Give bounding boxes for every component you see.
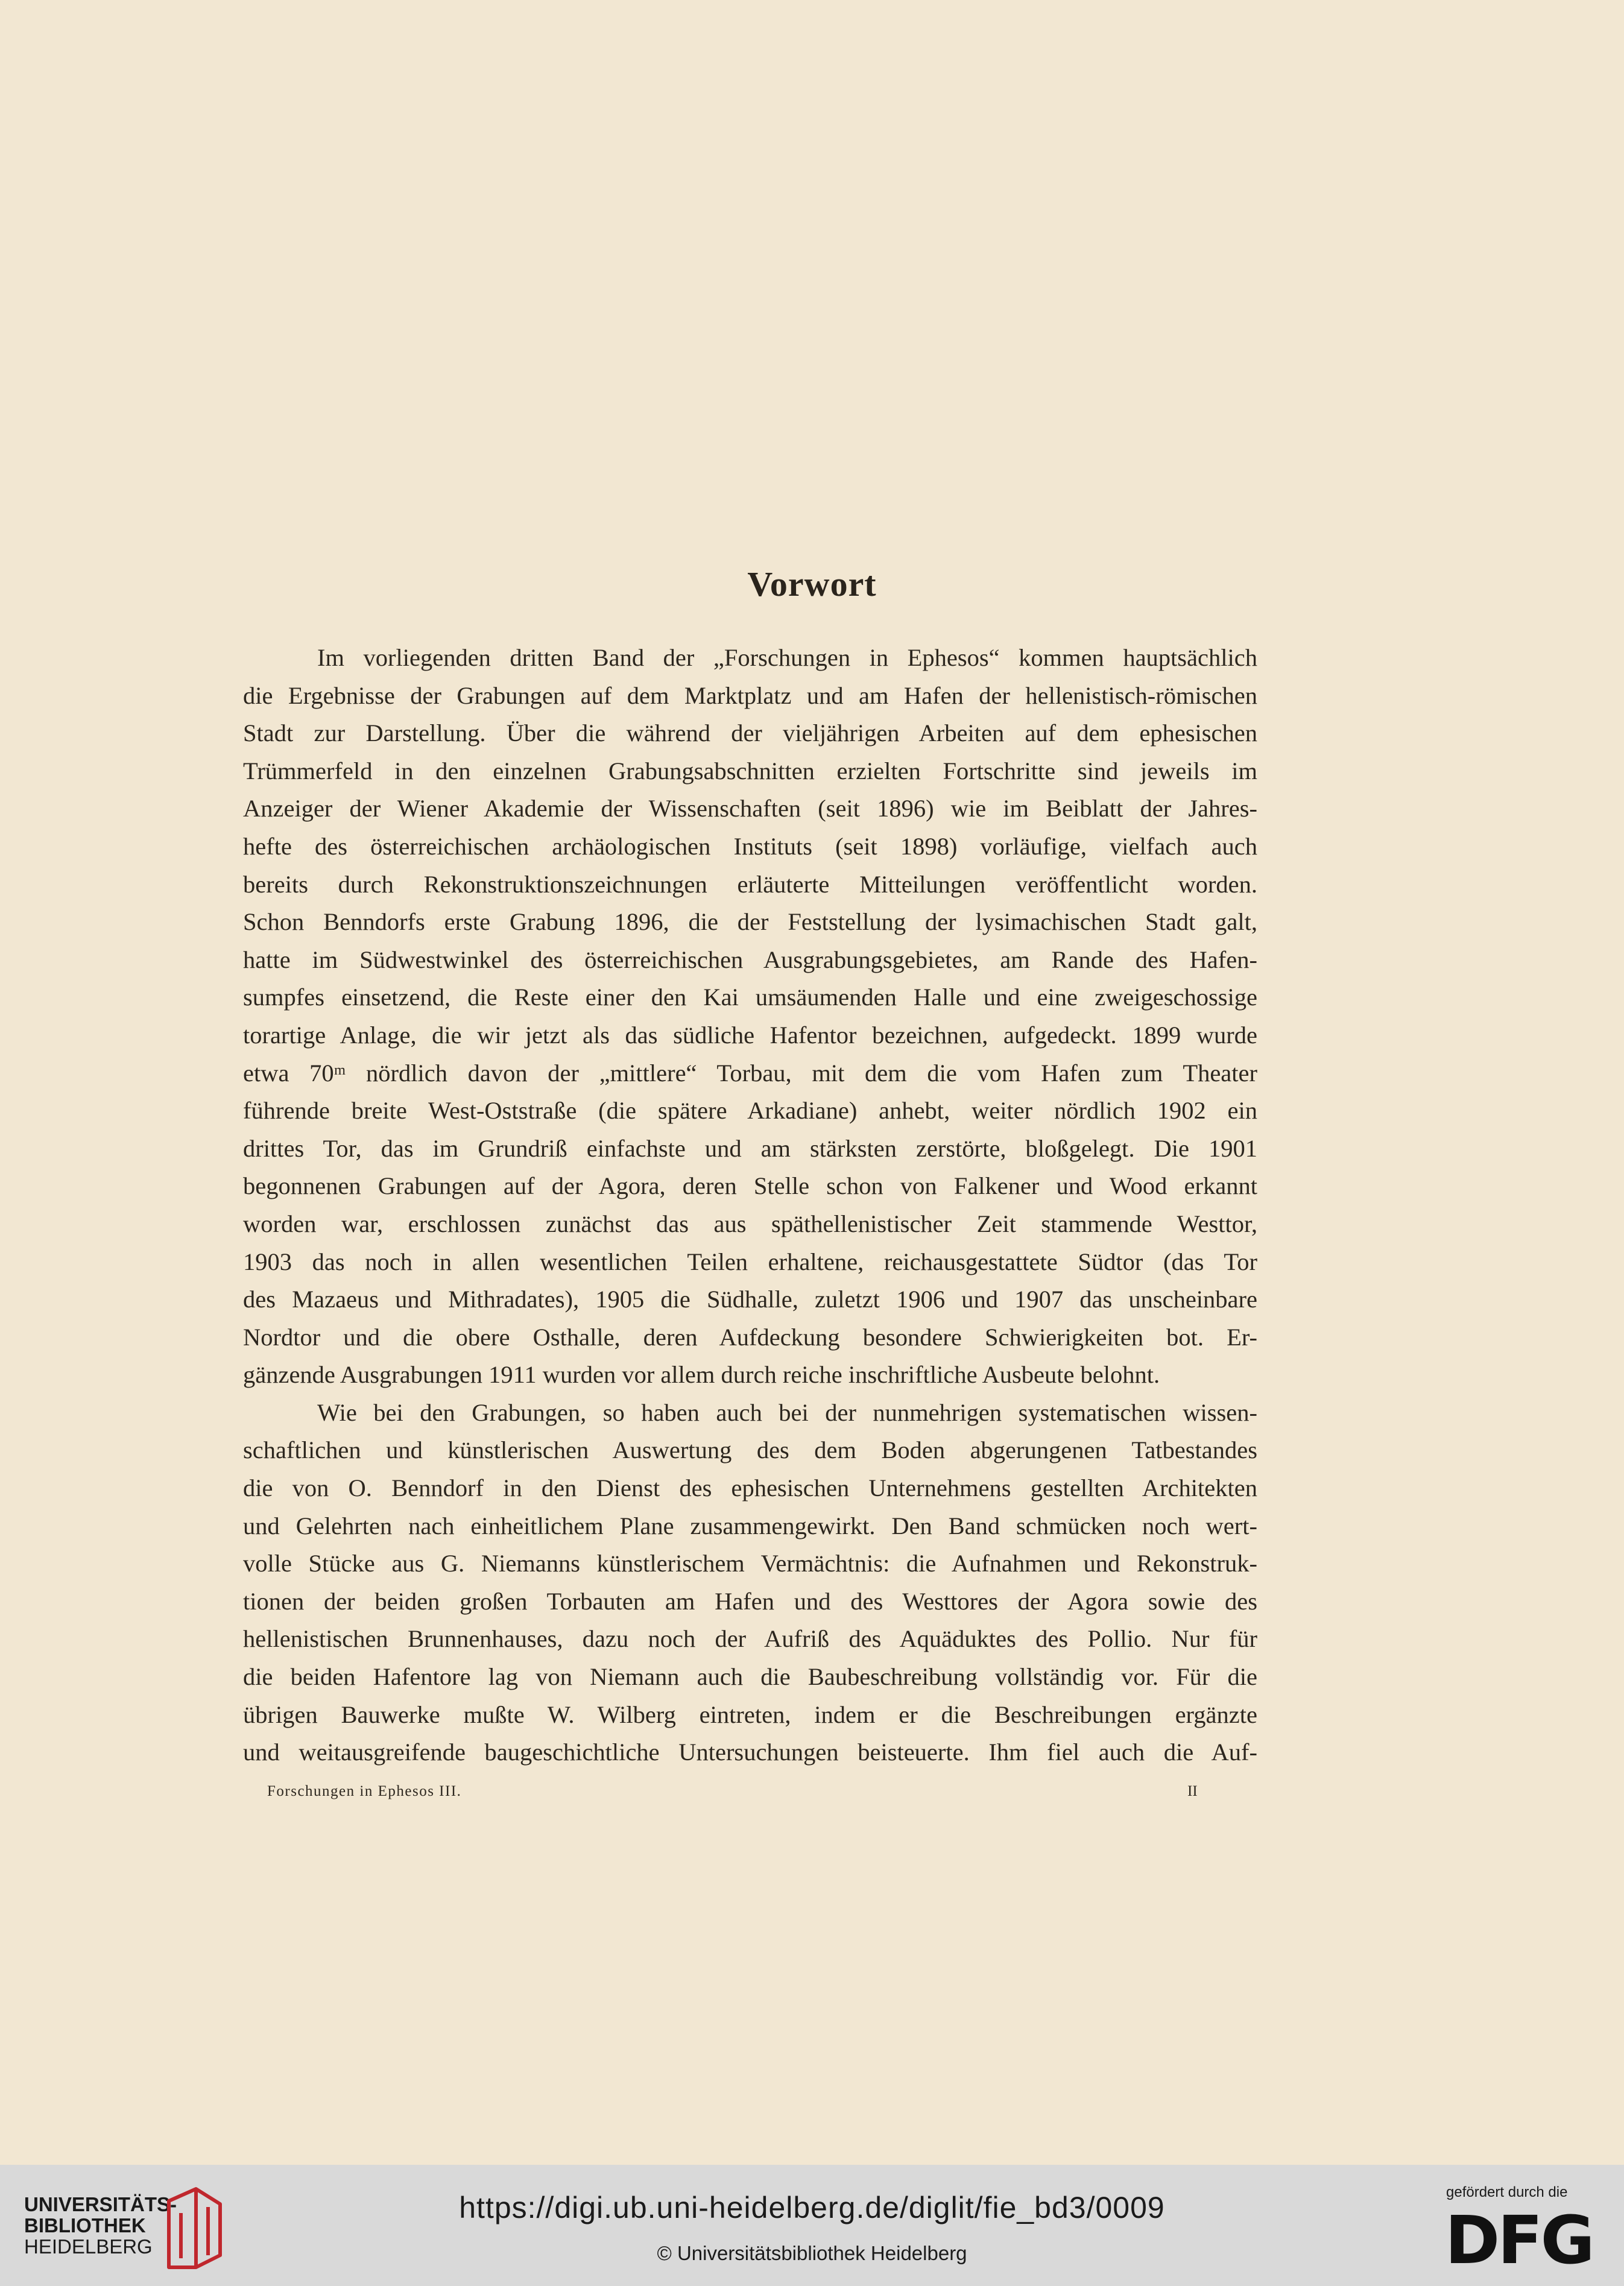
dfg-logo-icon: DFG [1445,2202,1593,2279]
text-line: worden war, erschlossen zunächst das aus späthellenistischer Zeit stammende Westtor, [243,1210,1257,1237]
text-line: sumpfes einsetzend, die Reste einer den Kai umsäumenden Halle und eine zweigeschossige [243,984,1257,1011]
text-line: und Gelehrten nach einheitlichem Plane zusammengewirkt. Den Band schmücken noch wert- [243,1512,1257,1539]
text-line: 1903 das noch in allen wesentlichen Teilen erhaltene, reichausgestattete Südtor (das Tor [243,1248,1257,1275]
library-name-line: UNIVERSITÄTS- [24,2193,177,2215]
text-line: etwa 70ᵐ nördlich davon der „mittlere“ Torbau, mit dem die vom Hafen zum Theater [243,1059,1257,1087]
text-line: Schon Benndorfs erste Grabung 1896, die der Feststellung der lysimachischen Stadt galt, [243,908,1257,936]
viewer-footer-bar [0,2165,1624,2286]
paragraph-2 [243,1394,1257,1772]
funder-label: gefördert durch die [1446,2184,1568,2200]
text-line: Im vorliegenden dritten Band der „Forschungen in Ephesos“ kommen hauptsächlich [317,644,1257,671]
text-line: Stadt zur Darstellung. Über die während der vieljährigen Arbeiten auf dem ephesischen [243,719,1257,747]
copyright-notice: © Universitätsbibliothek Heidelberg [657,2242,967,2264]
text-line: bereits durch Rekonstruktionszeichnungen erläuterte Mitteilungen veröffentlicht worden. [243,870,1257,898]
text-line: schaftlichen und künstlerischen Auswertung des dem Boden abgerungenen Tatbestandes [243,1436,1257,1464]
text-line: des Mazaeus und Mithradates), 1905 die Südhalle, zuletzt 1906 und 1907 das unscheinbare [243,1286,1257,1313]
text-line: führende breite West-Oststraße (die spätere Arkadiane) anhebt, weiter nördlich 1902 ein [243,1097,1257,1125]
text-line: Nordtor und die obere Osthalle, deren Aufdeckung besondere Schwierigkeiten bot. Er- [243,1323,1257,1351]
paragraph-1 [243,639,1257,1394]
text-line: gänzende Ausgrabungen 1911 wurden vor allem durch reiche inschriftliche Ausbeute belohnt. [243,1361,1160,1389]
library-name-line: HEIDELBERG [24,2235,153,2258]
text-line: tionen der beiden großen Torbauten am Hafen und des Westtores der Agora sowie des [243,1587,1257,1615]
text-line: übrigen Bauwerke mußte W. Wilberg eintreten, indem er die Beschreibungen ergänzte [243,1700,1257,1728]
text-line: die beiden Hafentore lag von Niemann auch die Baubeschreibung vollständig vor. Für die [243,1663,1257,1691]
library-name-line: BIBLIOTHEK [24,2214,146,2237]
text-line: hellenistischen Brunnenhauses, dazu noch der Aufriß des Aquäduktes des Pollio. Nur für [243,1625,1257,1653]
text-line: torartige Anlage, die wir jetzt als das südliche Hafentor bezeichnen, aufgedeckt. 1899 wurde [243,1021,1257,1049]
text-line: die von O. Benndorf in den Dienst des ephesischen Unternehmens gestellten Architekten [243,1474,1257,1502]
text-line: und weitausgreifende baugeschichtliche Untersuchungen beisteuerte. Ihm fiel auch die Auf- [243,1738,1257,1766]
sheet-mark: II [1187,1783,1198,1799]
page-title: Vorwort [747,564,877,604]
text-line: Wie bei den Grabungen, so haben auch bei der nunmehrigen systematischen wissen- [317,1398,1257,1426]
text-line: drittes Tor, das im Grundriß einfachste und am stärksten zerstörte, bloßgelegt. Die 1901 [243,1134,1257,1162]
text-line: Anzeiger der Wiener Akademie der Wissenschaften (seit 1896) wie im Beiblatt der Jahres- [243,795,1257,823]
text-line: die Ergebnisse der Grabungen auf dem Marktplatz und am Hafen der hellenistisch-römischen [243,681,1257,709]
text-line: hefte des österreichischen archäologischen Instituts (seit 1898) vorläufige, vielfach auch [243,832,1257,860]
text-line: volle Stücke aus G. Niemanns künstlerischem Vermächtnis: die Aufnahmen und Rekonstruk- [243,1550,1257,1577]
text-line: begonnenen Grabungen auf der Agora, deren Stelle schon von Falkener und Wood erkannt [243,1172,1257,1200]
signature-mark: Forschungen in Ephesos III. [267,1783,462,1799]
text-line: hatte im Südwestwinkel des österreichischen Ausgrabungsgebietes, am Rande des Hafen- [243,946,1257,973]
permalink-url[interactable]: https://digi.ub.uni-heidelberg.de/diglit/fie_bd3/0009 [459,2191,1165,2224]
text-line: Trümmerfeld in den einzelnen Grabungsabschnitten erzielten Fortschritte sind jeweils im [243,757,1257,785]
body-text [243,639,1257,1772]
